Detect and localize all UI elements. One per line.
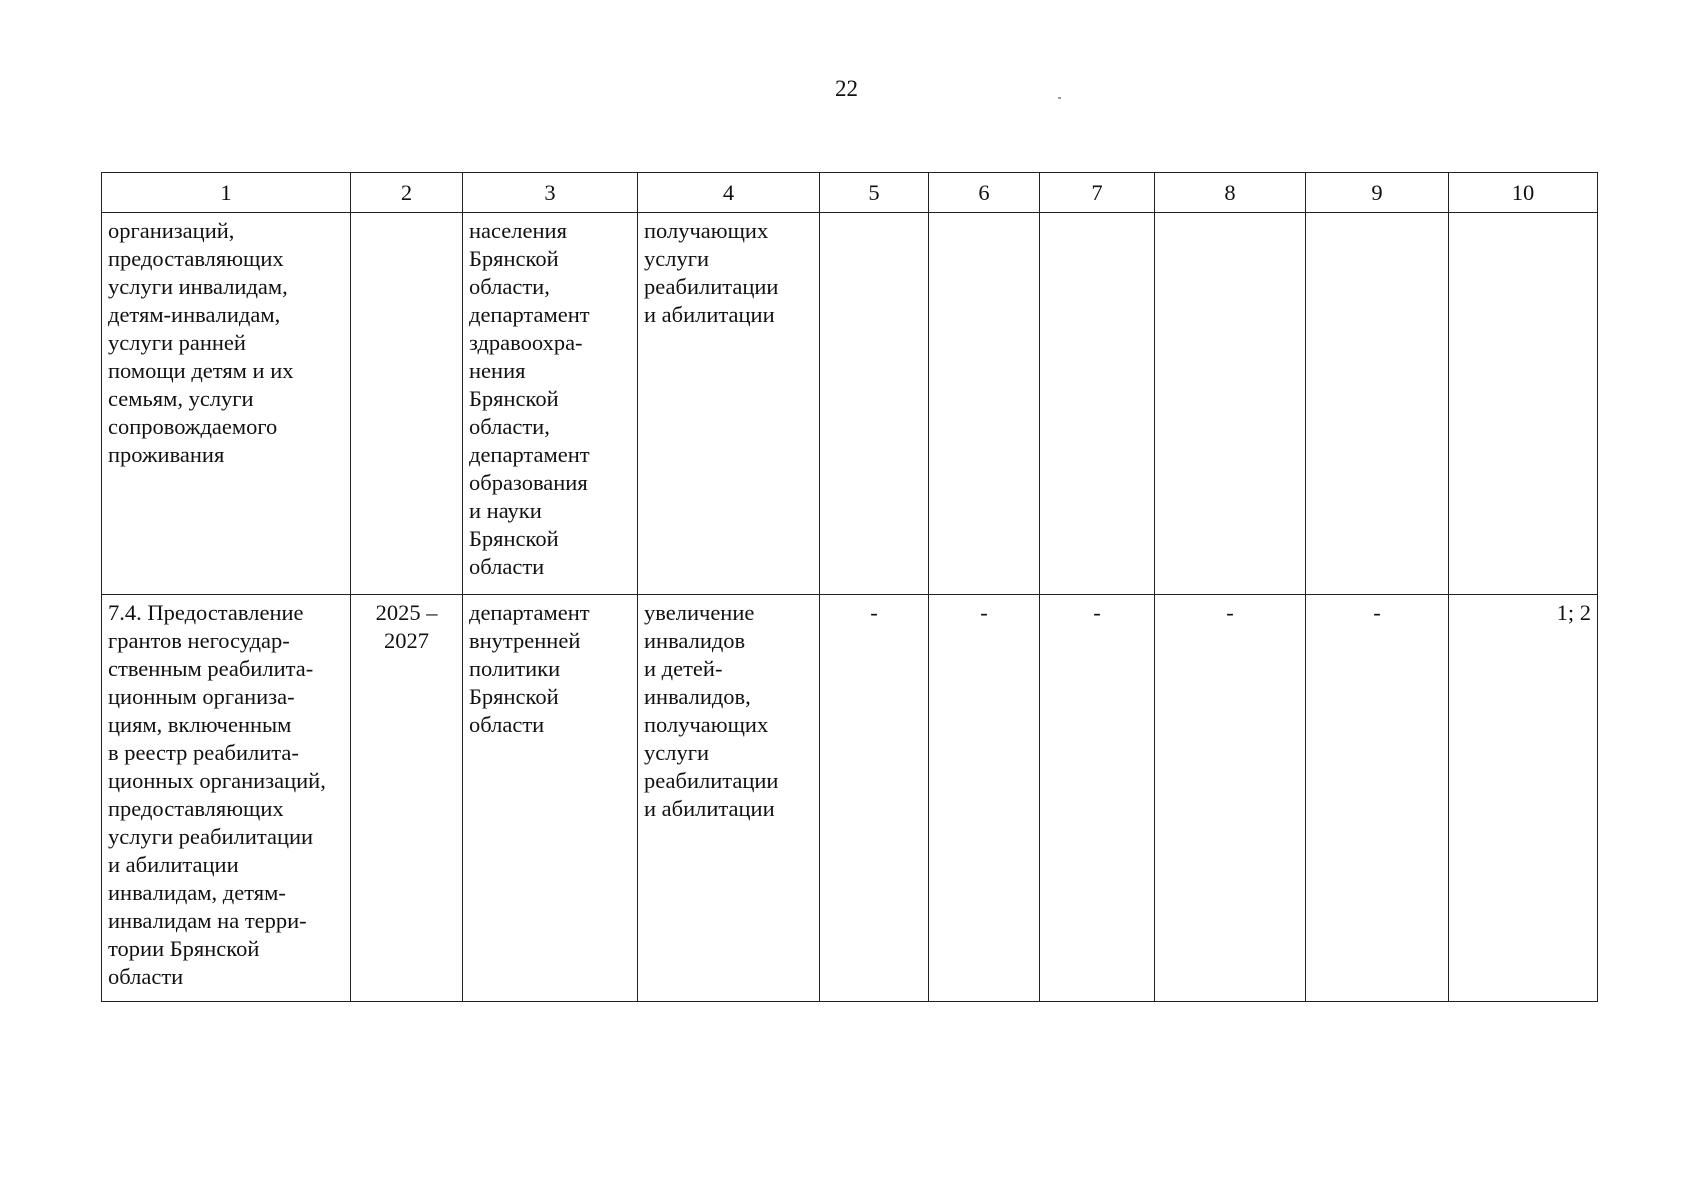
column-header: 8 — [1155, 173, 1306, 213]
table-cell — [820, 213, 929, 595]
table-cell — [820, 595, 929, 1002]
table-cell — [351, 213, 463, 595]
table-cell — [1155, 595, 1306, 1002]
table-cell — [1040, 595, 1155, 1002]
table-row — [102, 213, 1598, 595]
scan-speck — [1058, 97, 1061, 99]
table-cell — [1449, 213, 1598, 595]
column-header: 6 — [929, 173, 1040, 213]
cell-text: - — [1373, 600, 1381, 625]
column-header: 5 — [820, 173, 929, 213]
table-cell — [351, 595, 463, 1002]
cell-text: населения Брянской области, департамент здравоохра- нения Брянской области, департамент образования и науки Брянской области — [469, 218, 590, 579]
cell-text: - — [870, 600, 878, 625]
table-cell — [1306, 595, 1449, 1002]
table-cell — [1449, 595, 1598, 1002]
table-cell — [929, 595, 1040, 1002]
cell-text: 7.4. Предоставление грантов негосудар- ственным реабилита- ционным организа- циям, включенным в реестр реабилита- ционных организаций, предоставляющих услуги реабилитации и абилитации инвалидам, детям- инвалидам на терри- тории Брянской области — [108, 600, 326, 989]
table-cell — [638, 595, 820, 1002]
table-cell — [102, 595, 351, 1002]
cell-text: - — [980, 600, 988, 625]
cell-text: 1; 2 — [1556, 600, 1591, 625]
cell-text: - — [1226, 600, 1234, 625]
page-number: 22 — [835, 76, 858, 101]
table-cell — [1040, 213, 1155, 595]
cell-text: организаций, предоставляющих услуги инвалидам, детям-инвалидам, услуги ранней помощи детям и их семьям, услуги сопровождаемого проживания — [108, 218, 294, 467]
column-header: 2 — [351, 173, 463, 213]
column-header: 9 — [1306, 173, 1449, 213]
table-cell — [102, 213, 351, 595]
table-cell — [1306, 213, 1449, 595]
table-header-row — [102, 173, 1598, 213]
column-header: 7 — [1040, 173, 1155, 213]
table-cell — [638, 213, 820, 595]
column-header: 3 — [463, 173, 638, 213]
cell-text: получающих услуги реабилитации и абилитации — [644, 218, 779, 327]
cell-text: - — [1093, 600, 1101, 625]
table-cell — [463, 213, 638, 595]
cell-text: увеличение инвалидов и детей- инвалидов, получающих услуги реабилитации и абилитации — [644, 600, 779, 821]
column-header: 1 — [102, 173, 351, 213]
table-cell — [929, 213, 1040, 595]
column-header: 10 — [1449, 173, 1598, 213]
cell-text: департамент внутренней политики Брянской области — [469, 600, 590, 737]
measures-table — [101, 172, 1598, 1002]
table-cell — [463, 595, 638, 1002]
column-header: 4 — [638, 173, 820, 213]
table-cell — [1155, 213, 1306, 595]
table-row — [102, 595, 1598, 1002]
cell-text: 2025 – 2027 — [375, 600, 438, 653]
